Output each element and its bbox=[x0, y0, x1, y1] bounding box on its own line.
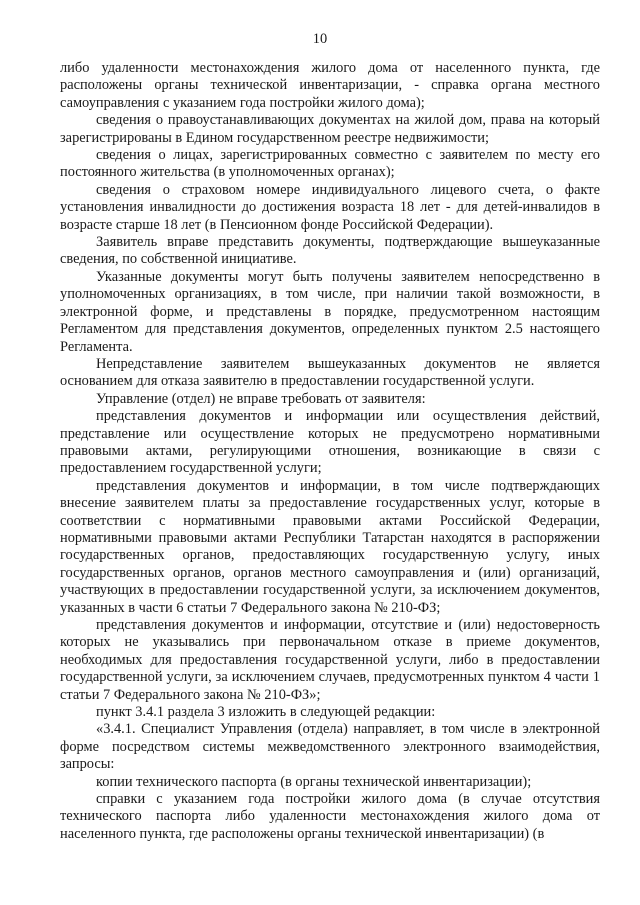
page-number: 10 bbox=[312, 31, 328, 47]
paragraph: представления документов и информации, в том числе подтверждающих внесение заявителем платы за предоставление государственных услуг, которые в соответствии с нормативными правовыми актами Российской Федерации, нормативными правовыми актами Республики Татарстан находятся в распоряжении государственных органов, предоставляющих государственную услугу, иных государственных органов, органов местного самоуправления и (или) организаций, участвующих в предоставлении государственной услуги, за исключением документов, указанных в части 6 статьи 7 Федерального закона № 210-ФЗ; bbox=[60, 477, 600, 616]
document-body bbox=[60, 60, 600, 843]
paragraph: «3.4.1. Специалист Управления (отдела) направляет, в том числе в электронной форме посредством системы межведомственного электронного взаимодействия, запросы: bbox=[60, 721, 600, 773]
paragraph: Указанные документы могут быть получены заявителем непосредственно в уполномоченных организациях, в том числе, при наличии такой возможности, в электронной форме, и представлены в порядке, предусмотренном настоящим Регламентом для представления документов, определенных пунктом 2.5 настоящего Регламента. bbox=[60, 268, 600, 355]
paragraph: сведения о правоустанавливающих документах на жилой дом, права на который зарегистрированы в Едином государственном реестре недвижимости; bbox=[60, 112, 600, 146]
paragraph: Заявитель вправе представить документы, подтверждающие вышеуказанные сведения, по собственной инициативе. bbox=[60, 234, 600, 268]
paragraph: сведения о лицах, зарегистрированных совместно с заявителем по месту его постоянного жительства (в уполномоченных органах); bbox=[60, 147, 600, 181]
paragraph: Непредставление заявителем вышеуказанных документов не является основанием для отказа заявителю в предоставлении государственной услуги. bbox=[60, 355, 600, 390]
paragraph: сведения о страховом номере индивидуального лицевого счета, о факте установления инвалидности до достижения возраста 18 лет - для детей-инвалидов в возрасте старше 18 лет (в Пенсионном фонде Российской Федерации). bbox=[60, 181, 600, 233]
paragraph: Управление (отдел) не вправе требовать от заявителя: bbox=[96, 390, 426, 407]
paragraph-continuation: либо удаленности местонахождения жилого дома от населенного пункта, где расположены органы технической инвентаризации, - справка органа местного самоуправления с указанием года постройки жилого дома); bbox=[60, 60, 600, 111]
paragraph: пункт 3.4.1 раздела 3 изложить в следующей редакции: bbox=[96, 704, 436, 721]
paragraph: копии технического паспорта (в органы технической инвентаризации); bbox=[96, 773, 532, 790]
paragraph: справки с указанием года постройки жилого дома (в случае отсутствия технического паспорта либо удаленности местонахождения жилого дома от населенного пункта, где расположены органы технической инвентаризации) (в bbox=[60, 791, 600, 842]
paragraph: представления документов и информации или осуществления действий, представление или осуществление которых не предусмотрено нормативными правовыми актами, регулирующими отношения, возникающие в связи с предоставлением государственной услуги; bbox=[60, 408, 600, 477]
paragraph: представления документов и информации, отсутствие и (или) недостоверность которых не указывались при первоначальном отказе в приеме документов, необходимых для предоставления государственной услуги, либо в предоставлении государственной услуги, за исключением случаев, предусмотренных пунктом 4 части 1 статьи 7 Федерального закона № 210-ФЗ»; bbox=[60, 617, 600, 703]
